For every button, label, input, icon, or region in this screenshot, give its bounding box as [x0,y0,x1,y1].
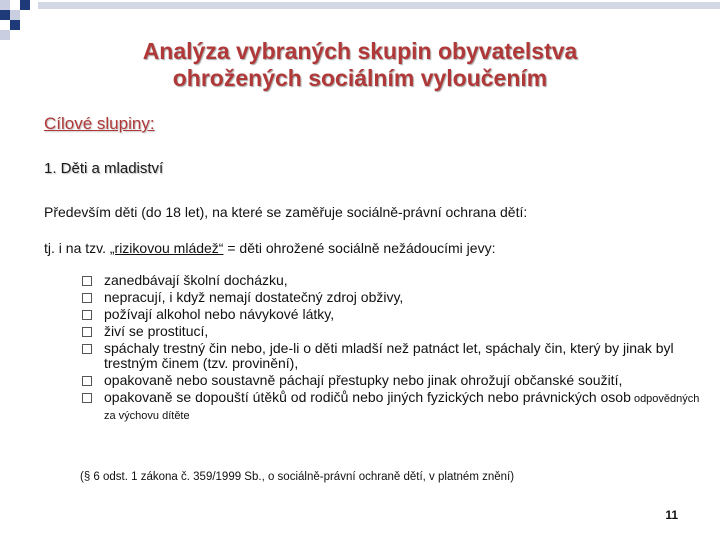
last-bullet-small: odpovědných za výchovu dítěte [104,393,700,422]
list-item [82,390,702,424]
subtitle: Cílové slupiny: [44,114,155,133]
list-item: zanedbávají školní docházku, [82,273,702,288]
paragraph-1: Především děti (do 18 let), na které se zaměřuje sociálně-právní ochrana dětí: [44,204,528,220]
square-bullet-icon [82,376,92,386]
title-line-2: ohrožených sociálním vyloučením [172,65,548,91]
bullet-list [82,273,702,426]
square-bullet-icon [82,344,92,354]
list-item: živí se prostitucí, [82,324,702,339]
section-heading: 1. Děti a mladiství [44,160,164,177]
paragraph-2 [44,240,495,256]
square-bullet-icon [82,393,92,403]
list-item: spáchaly trestný čin nebo, jde-li o děti mladší než patnáct let, spáchaly čin, který by jinak byl trestným činem (tzv. provinění), [82,341,702,371]
corner-decoration [0,0,720,40]
page-title [40,38,680,92]
last-bullet-main: opakovaně se dopouští útěků od rodičů nebo jiných fyzických nebo právnických osob [104,389,631,405]
square-bullet-icon [82,327,92,337]
list-item: požívají alkohol nebo návykové látky, [82,307,702,322]
square-bullet-icon [82,293,92,303]
paragraph-2-suffix: = děti ohrožené sociálně nežádoucími jevy: [223,240,496,256]
paragraph-2-term: „rizikovou mládež“ [109,240,224,256]
square-bullet-icon [82,310,92,320]
law-reference: (§ 6 odst. 1 zákona č. 359/1999 Sb., o sociálně-právní ochraně dětí, v platném znění) [80,471,515,483]
page-number: 11 [665,508,678,522]
square-bullet-icon [82,276,92,286]
list-item: nepracují, i když nemají dostatečný zdroj obživy, [82,290,702,305]
title-line-1: Analýza vybraných skupin obyvatelstva [142,38,578,64]
paragraph-2-prefix: tj. i na tzv. [44,240,110,256]
list-item: opakovaně nebo soustavně páchají přestupky nebo jinak ohrožují občanské soužití, [82,373,702,388]
